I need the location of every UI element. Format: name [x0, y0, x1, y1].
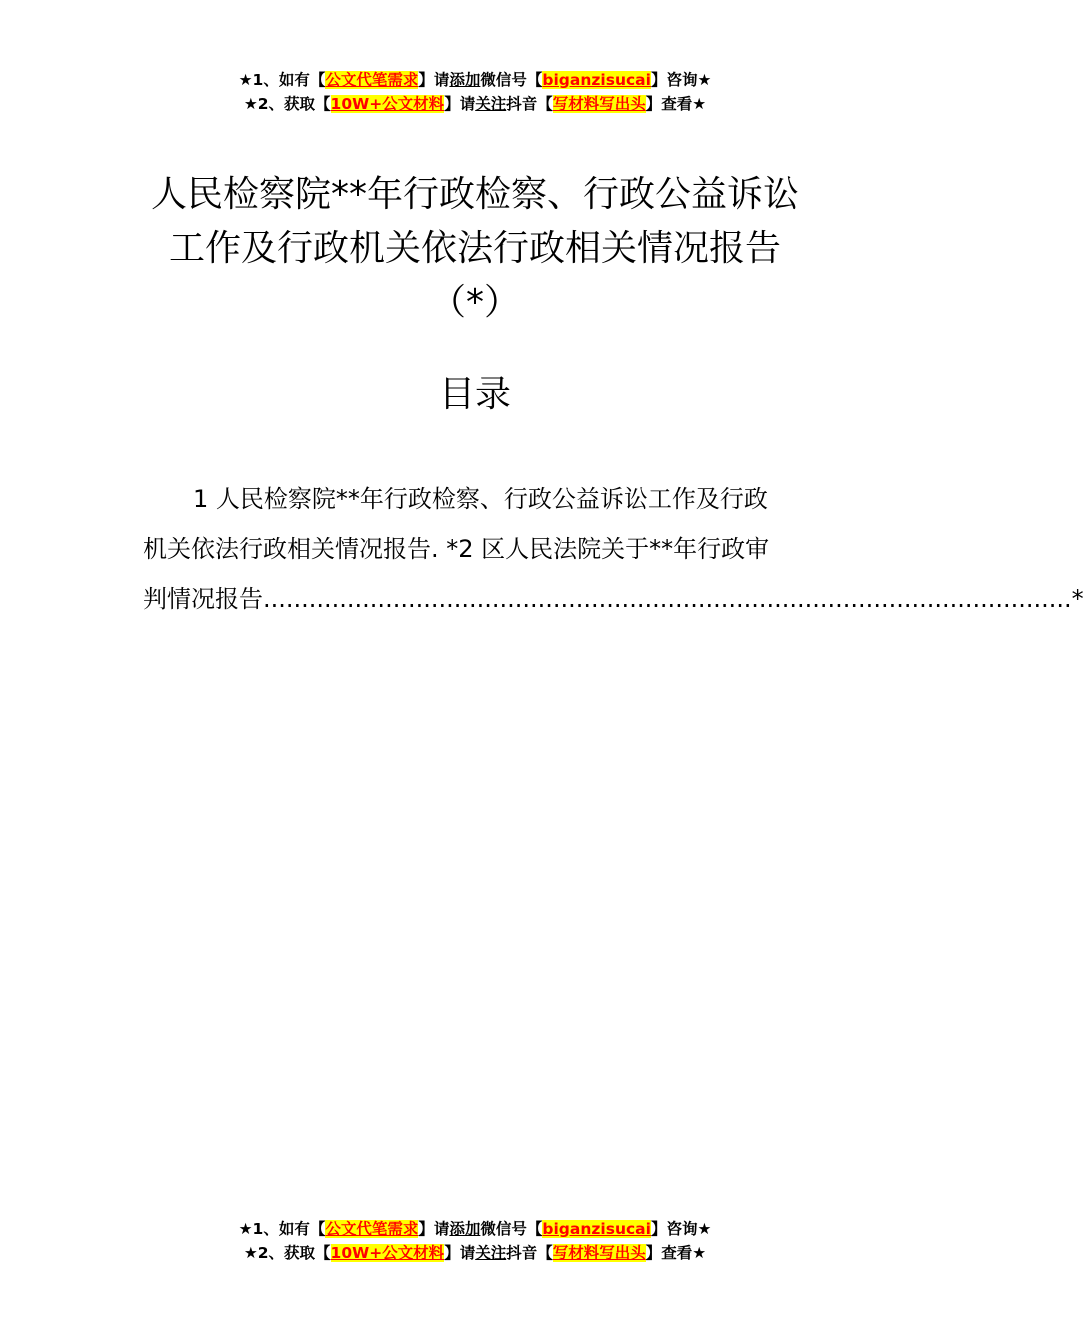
toc-heading: 目录 [438, 374, 511, 415]
banner-highlight: 公文代笔需求 [325, 71, 419, 89]
banner-underline: 关注 [475, 95, 507, 113]
banner-highlight: 10W+公文材料 [330, 1244, 445, 1262]
title-line-2: 工作及行政机关依法行政相关情况报告 [168, 228, 781, 269]
toc-leader-dots: .......................................................................................................... [263, 585, 1072, 613]
document-title [0, 168, 950, 330]
douyin-id: 写材料写出头 [552, 1244, 646, 1262]
table-of-contents [143, 474, 1084, 624]
banner-text: ★1、如有【 [238, 71, 326, 89]
banner-highlight: 10W+公文材料 [330, 95, 445, 113]
banner-text: 】咨询★ [650, 71, 712, 89]
banner-underline: 添加 [449, 1220, 481, 1238]
banner-text: ★1、如有【 [238, 1220, 326, 1238]
banner-text: 】咨询★ [650, 1220, 712, 1238]
banner-text: 】请 [418, 71, 450, 89]
banner-underline: 添加 [449, 71, 481, 89]
banner-text: 微信号【 [480, 71, 543, 89]
banner-text: 抖音【 [506, 1244, 553, 1262]
banner-text: 】请 [418, 1220, 450, 1238]
wechat-id: biganzisucai [542, 1220, 651, 1238]
toc-entry-line[interactable] [143, 574, 1084, 624]
banner-text: 抖音【 [506, 95, 553, 113]
toc-entry-line[interactable]: 机关依法行政相关情况报告. *2 区人民法院关于**年行政审 [143, 535, 770, 563]
banner-text: 】查看★ [645, 95, 707, 113]
header-banner [0, 68, 950, 116]
banner-line-1 [0, 1217, 950, 1241]
douyin-id: 写材料写出头 [552, 95, 646, 113]
banner-line-2 [0, 1241, 950, 1265]
banner-line-2 [0, 92, 950, 116]
banner-text: 】查看★ [645, 1244, 707, 1262]
toc-page-number: * [1071, 585, 1084, 613]
banner-underline: 关注 [475, 1244, 507, 1262]
toc-entry-text: 判情况报告 [143, 585, 263, 613]
title-line-3: （*） [429, 282, 520, 323]
banner-text: 】请 [444, 95, 476, 113]
banner-line-1 [0, 68, 950, 92]
banner-text: ★2、获取【 [243, 1244, 331, 1262]
banner-text: ★2、获取【 [243, 95, 331, 113]
banner-text: 】请 [444, 1244, 476, 1262]
toc-entry-line[interactable]: 1 人民检察院**年行政检察、行政公益诉讼工作及行政 [193, 485, 768, 513]
footer-banner [0, 1217, 950, 1265]
banner-text: 微信号【 [480, 1220, 543, 1238]
wechat-id: biganzisucai [542, 71, 651, 89]
banner-highlight: 公文代笔需求 [325, 1220, 419, 1238]
title-line-1: 人民检察院**年行政检察、行政公益诉讼 [150, 174, 799, 215]
